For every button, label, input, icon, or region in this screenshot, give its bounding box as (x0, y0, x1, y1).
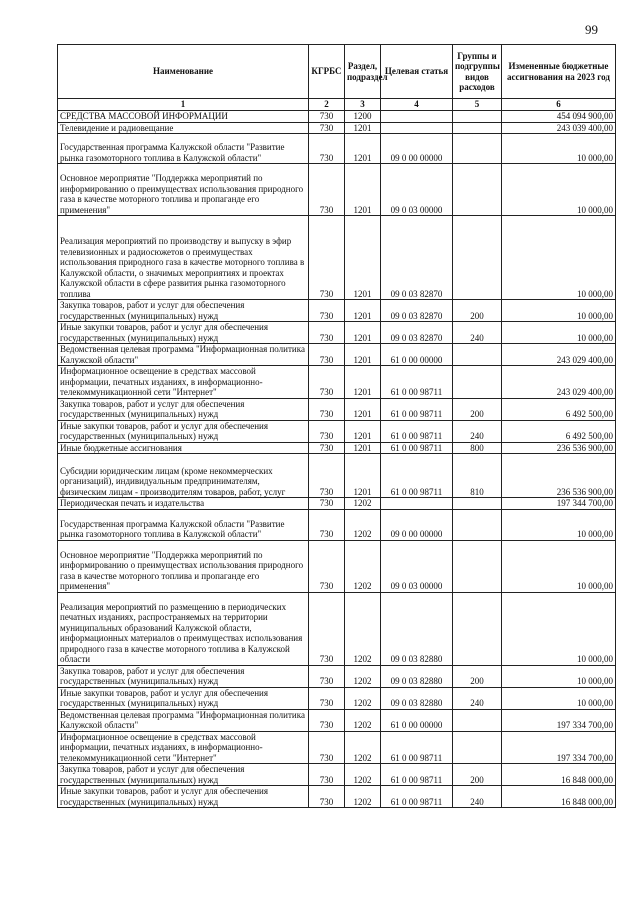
cell-section: 1201 (345, 216, 381, 300)
cell-amount: 10 000,00 (502, 300, 616, 322)
cell-kgrbs: 730 (309, 731, 345, 764)
cell-kgrbs: 730 (309, 509, 345, 540)
cell-group: 810 (453, 454, 502, 498)
cell-name: Ведомственная целевая программа "Информационная политика Калужской области" (58, 344, 309, 366)
cell-kgrbs: 730 (309, 216, 345, 300)
cell-group: 240 (453, 786, 502, 808)
cell-kgrbs: 730 (309, 344, 345, 366)
cell-amount: 10 000,00 (502, 687, 616, 709)
cell-name: Закупка товаров, работ и услуг для обеспечения государственных (муниципальных) нужд (58, 398, 309, 420)
cell-target: 61 0 00 98711 (381, 366, 453, 399)
cell-section: 1201 (345, 398, 381, 420)
table-row (58, 442, 616, 454)
header-kgrbs: КГРБС (309, 45, 345, 99)
cell-kgrbs: 730 (309, 764, 345, 786)
cell-name: Государственная программа Калужской области "Развитие рынка газомоторного топлива в Калужской области" (58, 134, 309, 164)
page-number: 99 (585, 22, 598, 37)
cell-group: 800 (453, 442, 502, 454)
table-row (58, 111, 616, 123)
cell-name: Телевидение и радиовещание (58, 122, 309, 134)
cell-amount: 236 536 900,00 (502, 442, 616, 454)
cell-name: Закупка товаров, работ и услуг для обеспечения государственных (муниципальных) нужд (58, 665, 309, 687)
table-row (58, 687, 616, 709)
cell-target: 09 0 03 82880 (381, 592, 453, 665)
cell-group (453, 592, 502, 665)
cell-group (453, 709, 502, 731)
cell-kgrbs: 730 (309, 398, 345, 420)
col-number: 1 (58, 99, 309, 111)
table-row (58, 540, 616, 592)
cell-section: 1202 (345, 687, 381, 709)
table-row (58, 300, 616, 322)
cell-kgrbs: 730 (309, 498, 345, 510)
cell-target: 09 0 03 82880 (381, 665, 453, 687)
cell-target: 09 0 03 82870 (381, 300, 453, 322)
cell-target: 61 0 00 00000 (381, 344, 453, 366)
header-target: Целевая статья (381, 45, 453, 99)
table-row (58, 134, 616, 164)
table-row (58, 344, 616, 366)
cell-kgrbs: 730 (309, 366, 345, 399)
col-number: 2 (309, 99, 345, 111)
cell-amount: 10 000,00 (502, 164, 616, 216)
cell-group (453, 509, 502, 540)
cell-kgrbs: 730 (309, 540, 345, 592)
cell-group: 200 (453, 300, 502, 322)
cell-amount: 10 000,00 (502, 592, 616, 665)
table-row (58, 665, 616, 687)
cell-kgrbs: 730 (309, 111, 345, 123)
header-section: Раздел, подраздел (345, 45, 381, 99)
cell-group (453, 122, 502, 134)
cell-name: Реализация мероприятий по производству и выпуску в эфир телевизионных и радиосюжетов о преимуществах использования природного газа в качестве моторного топлива в Калужской области, о значимых мероприятиях и проектах Калужской области в сфере развития рынка газомоторного топлива (58, 216, 309, 300)
cell-name: Иные закупки товаров, работ и услуг для обеспечения государственных (муниципальных) нужд (58, 687, 309, 709)
cell-group: 200 (453, 398, 502, 420)
table-row (58, 509, 616, 540)
cell-group (453, 540, 502, 592)
cell-name: Основное мероприятие "Поддержка мероприятий по информированию о преимуществах использования природного газа в качестве моторного топлива и пропаганде его применения" (58, 164, 309, 216)
cell-name: Информационное освещение в средствах массовой информации, печатных изданиях, в информационно-телекоммуникационной сети "Интернет" (58, 366, 309, 399)
table-row (58, 731, 616, 764)
cell-group (453, 216, 502, 300)
cell-section: 1201 (345, 454, 381, 498)
cell-target: 61 0 00 98711 (381, 764, 453, 786)
cell-amount: 10 000,00 (502, 509, 616, 540)
table-row (58, 216, 616, 300)
cell-target (381, 122, 453, 134)
cell-amount: 16 848 000,00 (502, 786, 616, 808)
cell-amount: 10 000,00 (502, 322, 616, 344)
table-row (58, 322, 616, 344)
cell-amount: 6 492 500,00 (502, 420, 616, 442)
cell-section: 1201 (345, 134, 381, 164)
header-row (58, 45, 616, 99)
cell-amount: 243 029 400,00 (502, 344, 616, 366)
cell-group: 240 (453, 420, 502, 442)
cell-group: 200 (453, 665, 502, 687)
cell-section: 1201 (345, 164, 381, 216)
table-row (58, 709, 616, 731)
cell-section: 1202 (345, 509, 381, 540)
cell-amount: 197 344 700,00 (502, 498, 616, 510)
cell-section: 1201 (345, 442, 381, 454)
cell-amount: 6 492 500,00 (502, 398, 616, 420)
cell-kgrbs: 730 (309, 665, 345, 687)
cell-section: 1201 (345, 344, 381, 366)
cell-amount: 243 039 400,00 (502, 122, 616, 134)
cell-target (381, 111, 453, 123)
cell-name: Иные закупки товаров, работ и услуг для обеспечения государственных (муниципальных) нужд (58, 786, 309, 808)
cell-name: Иные бюджетные ассигнования (58, 442, 309, 454)
table-row (58, 164, 616, 216)
cell-kgrbs: 730 (309, 454, 345, 498)
cell-amount: 197 334 700,00 (502, 709, 616, 731)
cell-target: 61 0 00 98711 (381, 420, 453, 442)
cell-section: 1201 (345, 322, 381, 344)
cell-group: 240 (453, 687, 502, 709)
cell-section: 1201 (345, 122, 381, 134)
table-row (58, 786, 616, 808)
cell-kgrbs: 730 (309, 786, 345, 808)
cell-name: Закупка товаров, работ и услуг для обеспечения государственных (муниципальных) нужд (58, 300, 309, 322)
cell-group (453, 731, 502, 764)
cell-section: 1201 (345, 420, 381, 442)
cell-amount: 16 848 000,00 (502, 764, 616, 786)
cell-name: Иные закупки товаров, работ и услуг для обеспечения государственных (муниципальных) нужд (58, 322, 309, 344)
cell-name: Иные закупки товаров, работ и услуг для обеспечения государственных (муниципальных) нужд (58, 420, 309, 442)
cell-group: 200 (453, 764, 502, 786)
cell-group (453, 366, 502, 399)
table-row (58, 398, 616, 420)
cell-target (381, 498, 453, 510)
cell-target: 09 0 00 00000 (381, 509, 453, 540)
cell-group (453, 498, 502, 510)
cell-target: 61 0 00 98711 (381, 442, 453, 454)
cell-amount: 10 000,00 (502, 134, 616, 164)
cell-group (453, 344, 502, 366)
cell-kgrbs: 730 (309, 322, 345, 344)
cell-amount: 236 536 900,00 (502, 454, 616, 498)
col-number: 5 (453, 99, 502, 111)
cell-amount: 10 000,00 (502, 216, 616, 300)
cell-kgrbs: 730 (309, 592, 345, 665)
cell-target: 09 0 03 82880 (381, 687, 453, 709)
cell-target: 09 0 03 00000 (381, 540, 453, 592)
col-number: 6 (502, 99, 616, 111)
table-row (58, 498, 616, 510)
cell-section: 1201 (345, 300, 381, 322)
cell-section: 1202 (345, 786, 381, 808)
col-number: 3 (345, 99, 381, 111)
cell-kgrbs: 730 (309, 134, 345, 164)
cell-section: 1200 (345, 111, 381, 123)
cell-section: 1202 (345, 665, 381, 687)
cell-kgrbs: 730 (309, 300, 345, 322)
cell-group (453, 134, 502, 164)
cell-amount: 197 334 700,00 (502, 731, 616, 764)
column-number-row (58, 99, 616, 111)
cell-target: 61 0 00 98711 (381, 398, 453, 420)
cell-target: 61 0 00 98711 (381, 454, 453, 498)
cell-amount: 454 094 900,00 (502, 111, 616, 123)
table-row (58, 122, 616, 134)
cell-kgrbs: 730 (309, 420, 345, 442)
cell-kgrbs: 730 (309, 442, 345, 454)
cell-kgrbs: 730 (309, 687, 345, 709)
table-row (58, 454, 616, 498)
cell-section: 1202 (345, 540, 381, 592)
cell-name: Реализация мероприятий по размещению в периодических печатных изданиях, распространяемых на территории муниципальных образований Калужской области, информационных материалов о преимуществах использования природного газа в качестве моторного топлива в Калужской области (58, 592, 309, 665)
cell-section: 1202 (345, 498, 381, 510)
table-row (58, 592, 616, 665)
cell-kgrbs: 730 (309, 122, 345, 134)
cell-name: Государственная программа Калужской области "Развитие рынка газомоторного топлива в Калужской области" (58, 509, 309, 540)
cell-kgrbs: 730 (309, 164, 345, 216)
header-name: Наименование (58, 45, 309, 99)
cell-group (453, 111, 502, 123)
cell-section: 1202 (345, 764, 381, 786)
cell-name: Информационное освещение в средствах массовой информации, печатных изданиях, в информационно-телекоммуникационной сети "Интернет" (58, 731, 309, 764)
cell-target: 61 0 00 98711 (381, 786, 453, 808)
cell-target: 61 0 00 00000 (381, 709, 453, 731)
header-amount: Измененные бюджетные ассигнования на 2023 год (502, 45, 616, 99)
cell-group: 240 (453, 322, 502, 344)
cell-section: 1202 (345, 709, 381, 731)
cell-name: Закупка товаров, работ и услуг для обеспечения государственных (муниципальных) нужд (58, 764, 309, 786)
cell-target: 61 0 00 98711 (381, 731, 453, 764)
cell-section: 1202 (345, 592, 381, 665)
table-row (58, 366, 616, 399)
budget-table (57, 44, 616, 808)
cell-name: Основное мероприятие "Поддержка мероприятий по информированию о преимуществах использования природного газа в качестве моторного топлива и пропаганде его применения" (58, 540, 309, 592)
cell-group (453, 164, 502, 216)
cell-section: 1202 (345, 731, 381, 764)
table-row (58, 764, 616, 786)
cell-name: Субсидии юридическим лицам (кроме некоммерческих организаций), индивидуальным предпринимателям, физическим лицам - производителям товаров, работ, услуг (58, 454, 309, 498)
cell-amount: 243 029 400,00 (502, 366, 616, 399)
cell-amount: 10 000,00 (502, 540, 616, 592)
cell-name: Ведомственная целевая программа "Информационная политика Калужской области" (58, 709, 309, 731)
header-group: Группы и подгруппы видов расходов (453, 45, 502, 99)
cell-target: 09 0 00 00000 (381, 134, 453, 164)
cell-amount: 10 000,00 (502, 665, 616, 687)
cell-target: 09 0 03 82870 (381, 322, 453, 344)
cell-target: 09 0 03 00000 (381, 164, 453, 216)
cell-name: СРЕДСТВА МАССОВОЙ ИНФОРМАЦИИ (58, 111, 309, 123)
cell-kgrbs: 730 (309, 709, 345, 731)
table-row (58, 420, 616, 442)
cell-name: Периодическая печать и издательства (58, 498, 309, 510)
cell-target: 09 0 03 82870 (381, 216, 453, 300)
cell-section: 1201 (345, 366, 381, 399)
col-number: 4 (381, 99, 453, 111)
